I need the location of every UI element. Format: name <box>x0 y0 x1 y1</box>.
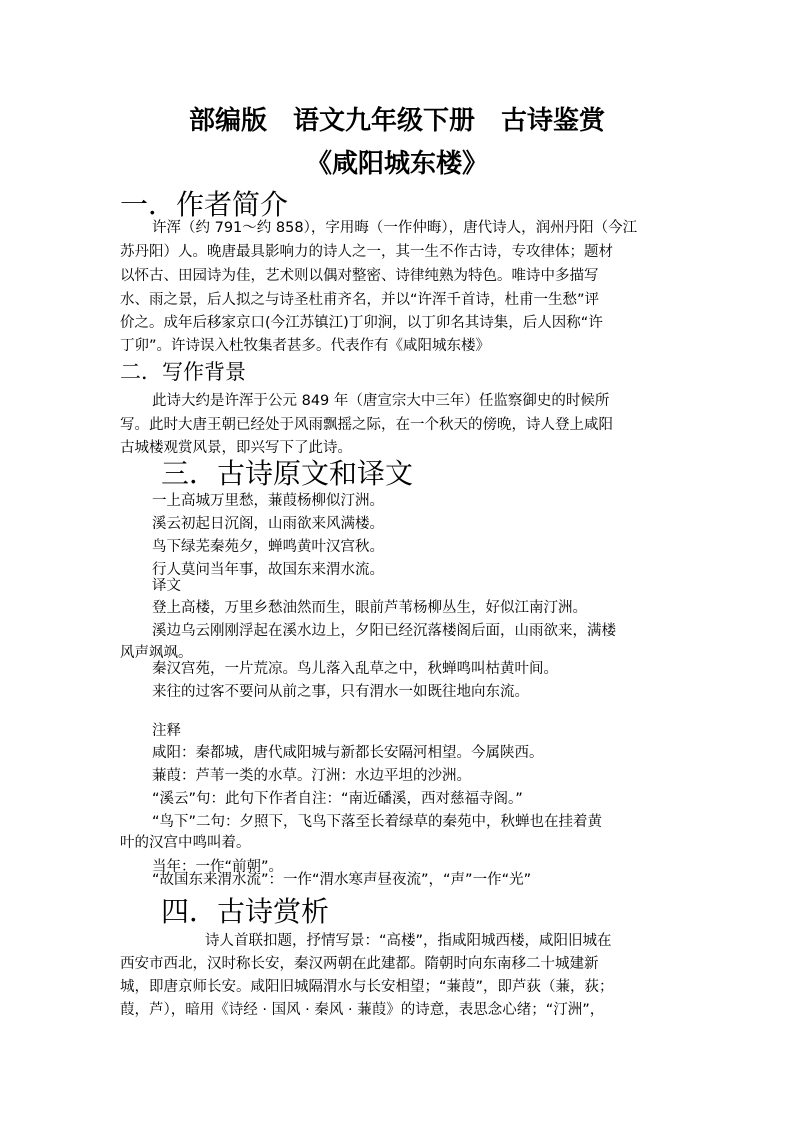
translation-line: 来往的过客不要问从前之事，只有渭水一如既往地向东流。 <box>152 684 529 700</box>
translation-line: 溪边乌云刚刚浮起在溪水边上，夕阳已经沉落楼阁后面，山雨欲来，满楼 <box>152 623 616 639</box>
paragraph-line: 丁卯”。许诗误入杜牧集者甚多。代表作有《咸阳城东楼》 <box>120 338 491 354</box>
poem-line: 溪云初起日沉阁，山雨欲来风满楼。 <box>152 516 384 532</box>
note-line: 当年：一作“前朝”。 <box>152 859 284 875</box>
paragraph-line: 许浑（约 791～约 858），字用晦（一作仲晦），唐代诗人，润州丹阳（今江 <box>152 220 638 236</box>
translation-label: 译文 <box>152 578 181 594</box>
notes-label: 注释 <box>152 723 181 739</box>
poem-line: 鸟下绿芜秦苑夕，蝉鸣黄叶汉宫秋。 <box>152 539 384 555</box>
paragraph-line: 诗人首联扣题，抒情写景：“高楼”，指咸阳城西楼，咸阳旧城在 <box>205 933 612 949</box>
paragraph-line: 葭，芦），暗用《诗经 · 国风 · 秦风 · 蒹葭》的诗意，表思念心绪；“汀洲”， <box>120 1002 605 1018</box>
paragraph-line: 城，即唐京师长安。咸阳旧城隔渭水与长安相望；“蒹葭”，即芦荻（蒹，荻； <box>120 979 614 995</box>
note-line: “溪云”句：此句下作者自注：“南近磻溪，西对慈福寺阁。” <box>152 791 523 807</box>
section-heading-poem: 三．古诗原文和译文 <box>161 457 414 490</box>
note-line: 叶的汉宫中鸣叫着。 <box>120 835 251 851</box>
document-title: 部编版 语文九年级下册 古诗鉴赏 <box>188 106 605 136</box>
section-heading-appreciation: 四．古诗赏析 <box>161 895 330 928</box>
paragraph-line: 价之。成年后移家京口(今江苏镇江)丁卯涧，以丁卯名其诗集，后人因称“许 <box>120 315 603 331</box>
section-heading-background: 二．写作背景 <box>120 360 246 384</box>
poem-line: 行人莫问当年事，故国东来渭水流。 <box>152 562 384 578</box>
poem-title: 《咸阳城东楼》 <box>305 149 488 179</box>
paragraph-line: 写。此时大唐王朝已经处于风雨飘摇之际，在一个秋天的傍晚，诗人登上咸阳 <box>120 417 613 433</box>
translation-line: 秦汉宫苑，一片荒凉。鸟儿落入乱草之中，秋蝉鸣叫枯黄叶间。 <box>152 661 558 677</box>
paragraph-line: 古城楼观赏风景，即兴写下了此诗。 <box>120 440 352 456</box>
note-line: 蒹葭：芦苇一类的水草。汀洲：水边平坦的沙洲。 <box>152 768 471 784</box>
paragraph-line: 此诗大约是许浑于公元 849 年（唐宣宗大中三年）任监察御史的时候所 <box>152 393 610 409</box>
poem-line: 一上高城万里愁，蒹葭杨柳似汀洲。 <box>152 493 384 509</box>
translation-line: 登上高楼，万里乡愁油然而生，眼前芦苇杨柳丛生，好似江南汀洲。 <box>152 600 587 616</box>
note-line: 咸阳：秦都城，唐代咸阳城与新都长安隔河相望。今属陕西。 <box>152 745 544 761</box>
paragraph-line: 水、雨之景，后人拟之与诗圣杜甫齐名，并以“许浑千首诗，杜甫一生愁”评 <box>120 292 600 308</box>
paragraph-line: 以怀古、田园诗为佳，艺术则以偶对整密、诗律纯熟为特色。唯诗中多描写 <box>120 268 599 284</box>
note-line: “鸟下”二句：夕照下，飞鸟下落至长着绿草的秦苑中，秋蝉也在挂着黄 <box>152 814 603 830</box>
section-heading-author: 一．作者简介 <box>120 188 289 221</box>
note-line: “故国东来渭水流”：一作“渭水寒声昼夜流”，“声”一作“光” <box>152 872 532 888</box>
paragraph-line: 苏丹阳）人。晚唐最具影响力的诗人之一，其一生不作古诗，专攻律体；题材 <box>120 244 613 260</box>
paragraph-line: 西安市西北，汉时称长安，秦汉两朝在此建都。隋朝时向东南移二十城建新 <box>120 956 599 972</box>
translation-line: 风声飒飒。 <box>120 645 193 661</box>
